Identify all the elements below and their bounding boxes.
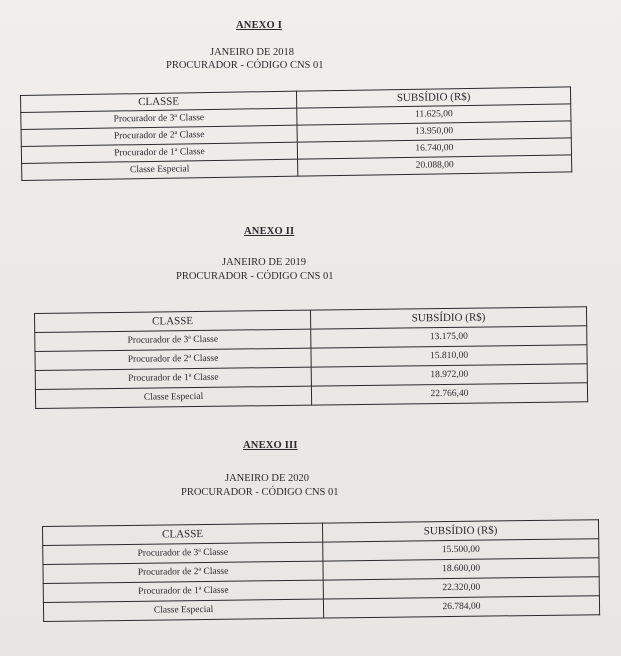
cell-classe: Procurador de 3ª Classe (21, 108, 297, 129)
cell-subsidio: 18.600,00 (323, 558, 599, 580)
cell-subsidio: 22.766,40 (311, 383, 587, 405)
cell-subsidio: 20.088,00 (298, 155, 572, 176)
cell-classe: Procurador de 1ª Classe (43, 580, 323, 602)
header-subsidio: SUBSÍDIO (R$) (296, 87, 570, 108)
cell-subsidio: 16.740,00 (297, 138, 571, 159)
annex-title: ANEXO II (244, 226, 295, 237)
annex-date: JANEIRO DE 2019 (222, 257, 306, 268)
cell-classe: Procurador de 3ª Classe (35, 329, 311, 351)
cell-subsidio: 22.320,00 (323, 577, 599, 599)
cell-subsidio: 18.972,00 (311, 364, 587, 386)
cell-classe: Procurador de 2ª Classe (43, 561, 323, 583)
subsidy-table (42, 519, 600, 622)
cell-classe: Procurador de 1ª Classe (35, 367, 311, 389)
annex-title: ANEXO III (243, 440, 298, 451)
cell-subsidio: 13.175,00 (311, 326, 587, 348)
cell-subsidio: 15.810,00 (311, 345, 587, 367)
cell-classe: Procurador de 2ª Classe (21, 125, 297, 146)
header-subsidio: SUBSÍDIO (R$) (310, 307, 586, 329)
annex-title: ANEXO I (236, 20, 283, 31)
cell-classe: Classe Especial (35, 386, 311, 408)
subsidy-table (34, 306, 588, 409)
annex-date: JANEIRO DE 2018 (210, 47, 294, 58)
header-classe: CLASSE (21, 91, 297, 112)
cell-classe: Procurador de 1ª Classe (21, 142, 297, 163)
cell-subsidio: 15.500,00 (323, 539, 599, 561)
cell-subsidio: 11.625,00 (297, 104, 571, 125)
header-subsidio: SUBSÍDIO (R$) (322, 520, 598, 542)
header-classe: CLASSE (43, 523, 323, 545)
cell-subsidio: 26.784,00 (323, 596, 599, 618)
header-classe: CLASSE (35, 310, 311, 332)
annex-date: JANEIRO DE 2020 (225, 473, 309, 484)
annex-role: PROCURADOR - CÓDIGO CNS 01 (181, 487, 339, 498)
annex-role: PROCURADOR - CÓDIGO CNS 01 (166, 60, 324, 71)
cell-classe: Classe Especial (22, 159, 298, 180)
cell-classe: Procurador de 3ª Classe (43, 542, 323, 564)
subsidy-table (20, 86, 572, 181)
cell-subsidio: 13.950,00 (297, 121, 571, 142)
cell-classe: Classe Especial (43, 599, 323, 621)
cell-classe: Procurador de 2ª Classe (35, 348, 311, 370)
annex-role: PROCURADOR - CÓDIGO CNS 01 (176, 271, 334, 282)
